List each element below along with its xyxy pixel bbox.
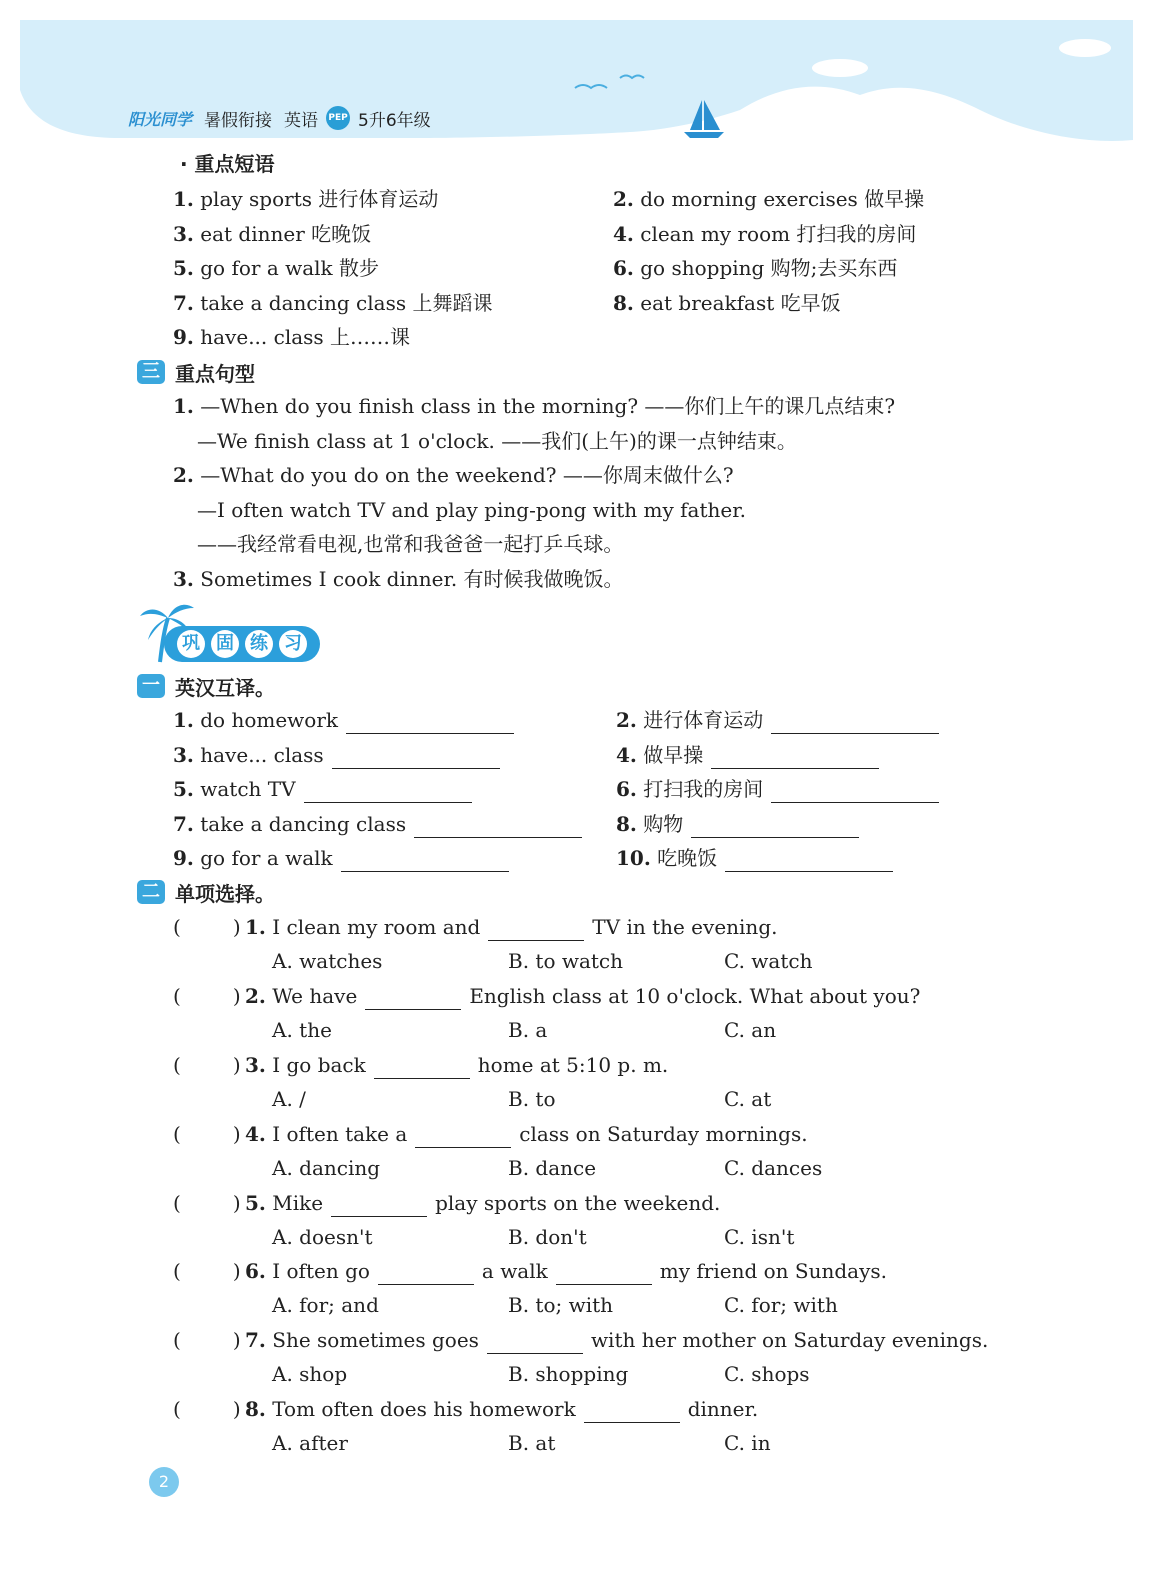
answer-option[interactable]: C. for; with bbox=[724, 1293, 838, 1317]
phrase-item: 3. eat dinner 吃晚饭 bbox=[173, 222, 372, 246]
answer-option[interactable]: A. after bbox=[272, 1431, 348, 1455]
answer-option[interactable]: A. dancing bbox=[272, 1156, 381, 1180]
answer-blank[interactable] bbox=[365, 989, 461, 1010]
answer-blank[interactable] bbox=[378, 1264, 474, 1285]
phrase-item: 4. clean my room 打扫我的房间 bbox=[613, 222, 917, 246]
answer-blank[interactable] bbox=[341, 851, 509, 872]
answer-bracket[interactable]: ( ) bbox=[173, 1053, 241, 1077]
header-title-bar bbox=[128, 105, 431, 131]
answer-option[interactable]: C. shops bbox=[724, 1362, 810, 1386]
practice-title: 巩 固 练 习 bbox=[164, 626, 320, 662]
translate-section-header bbox=[137, 672, 275, 700]
translate-item: 9. go for a walk bbox=[173, 844, 509, 872]
answer-blank[interactable] bbox=[711, 748, 879, 769]
answer-blank[interactable] bbox=[374, 1058, 470, 1079]
answer-blank[interactable] bbox=[332, 748, 500, 769]
sentence-line: —We finish class at 1 o'clock. ——我们(上午)的课一点钟结束。 bbox=[197, 429, 797, 453]
answer-blank[interactable] bbox=[556, 1264, 652, 1285]
answer-blank[interactable] bbox=[414, 817, 582, 838]
phrase-item: 7. take a dancing class 上舞蹈课 bbox=[173, 291, 493, 315]
answer-bracket[interactable]: ( ) bbox=[173, 984, 241, 1008]
answer-blank[interactable] bbox=[415, 1127, 511, 1148]
translate-item: 1. do homework bbox=[173, 706, 514, 734]
answer-option[interactable]: B. a bbox=[508, 1018, 548, 1042]
translate-item: 2. 进行体育运动 bbox=[616, 706, 939, 734]
answer-blank[interactable] bbox=[584, 1402, 680, 1423]
question-stem: 3. I go back home at 5:10 p. m. bbox=[245, 1053, 669, 1077]
question-stem: 7. She sometimes goes with her mother on Saturday evenings. bbox=[245, 1328, 989, 1352]
answer-option[interactable]: B. dance bbox=[508, 1156, 597, 1180]
answer-option[interactable]: C. watch bbox=[724, 949, 813, 973]
answer-option[interactable]: A. for; and bbox=[272, 1293, 379, 1317]
answer-option[interactable]: A. doesn't bbox=[272, 1225, 373, 1249]
sentences-section-header bbox=[137, 358, 255, 386]
answer-option[interactable]: C. in bbox=[724, 1431, 771, 1455]
sentence-line: —I often watch TV and play ping-pong with my father. bbox=[197, 498, 746, 522]
answer-blank[interactable] bbox=[346, 713, 514, 734]
translate-item: 8. 购物 bbox=[616, 810, 859, 838]
answer-bracket[interactable]: ( ) bbox=[173, 1122, 241, 1146]
sentence-line: 2. —What do you do on the weekend? ——你周末做什么? bbox=[173, 463, 734, 487]
answer-option[interactable]: C. isn't bbox=[724, 1225, 795, 1249]
answer-blank[interactable] bbox=[487, 1333, 583, 1354]
question-stem: 6. I often go a walk my friend on Sundays. bbox=[245, 1259, 887, 1283]
answer-option[interactable]: C. dances bbox=[724, 1156, 823, 1180]
phrases-heading: · 重点短语 bbox=[180, 152, 275, 176]
translate-item: 7. take a dancing class bbox=[173, 810, 582, 838]
section-badge: 二 bbox=[137, 880, 165, 904]
subject-label: 英语 bbox=[284, 110, 319, 131]
question-stem: 4. I often take a class on Saturday mornings. bbox=[245, 1122, 808, 1146]
answer-option[interactable]: C. an bbox=[724, 1018, 777, 1042]
section-badge: 三 bbox=[137, 360, 165, 384]
translate-item: 10. 吃晚饭 bbox=[616, 844, 893, 872]
phrase-item: 5. go for a walk 散步 bbox=[173, 256, 380, 280]
answer-option[interactable]: A. the bbox=[272, 1018, 332, 1042]
grade-label: 5升6年级 bbox=[358, 110, 431, 131]
answer-blank[interactable] bbox=[691, 817, 859, 838]
answer-blank[interactable] bbox=[331, 1196, 427, 1217]
question-stem: 5. Mike play sports on the weekend. bbox=[245, 1191, 721, 1215]
phrase-item: 1. play sports 进行体育运动 bbox=[173, 187, 439, 211]
answer-option[interactable]: B. shopping bbox=[508, 1362, 629, 1386]
page-number: 2 bbox=[149, 1467, 179, 1497]
translate-item: 4. 做早操 bbox=[616, 741, 879, 769]
question-stem: 2. We have English class at 10 o'clock. What about you? bbox=[245, 984, 921, 1008]
sentence-line: 3. Sometimes I cook dinner. 有时候我做晚饭。 bbox=[173, 567, 624, 591]
section-badge: 一 bbox=[137, 674, 165, 698]
answer-bracket[interactable]: ( ) bbox=[173, 1328, 241, 1352]
answer-option[interactable]: B. to watch bbox=[508, 949, 624, 973]
answer-option[interactable]: B. to; with bbox=[508, 1293, 614, 1317]
answer-option[interactable]: A. / bbox=[272, 1087, 306, 1111]
phrase-item: 8. eat breakfast 吃早饭 bbox=[613, 291, 841, 315]
translate-item: 6. 打扫我的房间 bbox=[616, 775, 939, 803]
question-stem: 1. I clean my room and TV in the evening. bbox=[245, 915, 778, 939]
answer-blank[interactable] bbox=[488, 920, 584, 941]
phrase-item: 6. go shopping 购物;去买东西 bbox=[613, 256, 898, 280]
answer-option[interactable]: A. shop bbox=[272, 1362, 348, 1386]
question-stem: 8. Tom often does his homework dinner. bbox=[245, 1397, 759, 1421]
series-title: 暑假衔接 bbox=[204, 110, 273, 131]
answer-blank[interactable] bbox=[304, 782, 472, 803]
sentence-line: 1. —When do you finish class in the morning? ——你们上午的课几点结束? bbox=[173, 394, 896, 418]
edition-badge: PEP bbox=[326, 106, 350, 130]
cloud-icon bbox=[1059, 39, 1111, 57]
section-title: 英汉互译。 bbox=[175, 675, 275, 700]
answer-option[interactable]: C. at bbox=[724, 1087, 772, 1111]
phrase-item: 2. do morning exercises 做早操 bbox=[613, 187, 925, 211]
choice-section-header bbox=[137, 878, 275, 906]
answer-blank[interactable] bbox=[725, 851, 893, 872]
answer-bracket[interactable]: ( ) bbox=[173, 1397, 241, 1421]
answer-option[interactable]: B. at bbox=[508, 1431, 556, 1455]
answer-blank[interactable] bbox=[771, 782, 939, 803]
answer-bracket[interactable]: ( ) bbox=[173, 1259, 241, 1283]
answer-option[interactable]: A. watches bbox=[272, 949, 383, 973]
brand-logo: 阳光同学 bbox=[128, 109, 193, 129]
answer-bracket[interactable]: ( ) bbox=[173, 1191, 241, 1215]
answer-blank[interactable] bbox=[771, 713, 939, 734]
answer-option[interactable]: B. to bbox=[508, 1087, 556, 1111]
sentence-line: ——我经常看电视,也常和我爸爸一起打乒乓球。 bbox=[197, 532, 624, 556]
answer-option[interactable]: B. don't bbox=[508, 1225, 587, 1249]
section-title: 重点句型 bbox=[175, 361, 255, 386]
translate-item: 3. have... class bbox=[173, 741, 500, 769]
cloud-icon bbox=[812, 59, 868, 77]
translate-item: 5. watch TV bbox=[173, 775, 472, 803]
section-title: 单项选择。 bbox=[175, 881, 275, 906]
phrase-item: 9. have... class 上……课 bbox=[173, 325, 411, 349]
answer-bracket[interactable]: ( ) bbox=[173, 915, 241, 939]
practice-banner bbox=[138, 600, 308, 664]
